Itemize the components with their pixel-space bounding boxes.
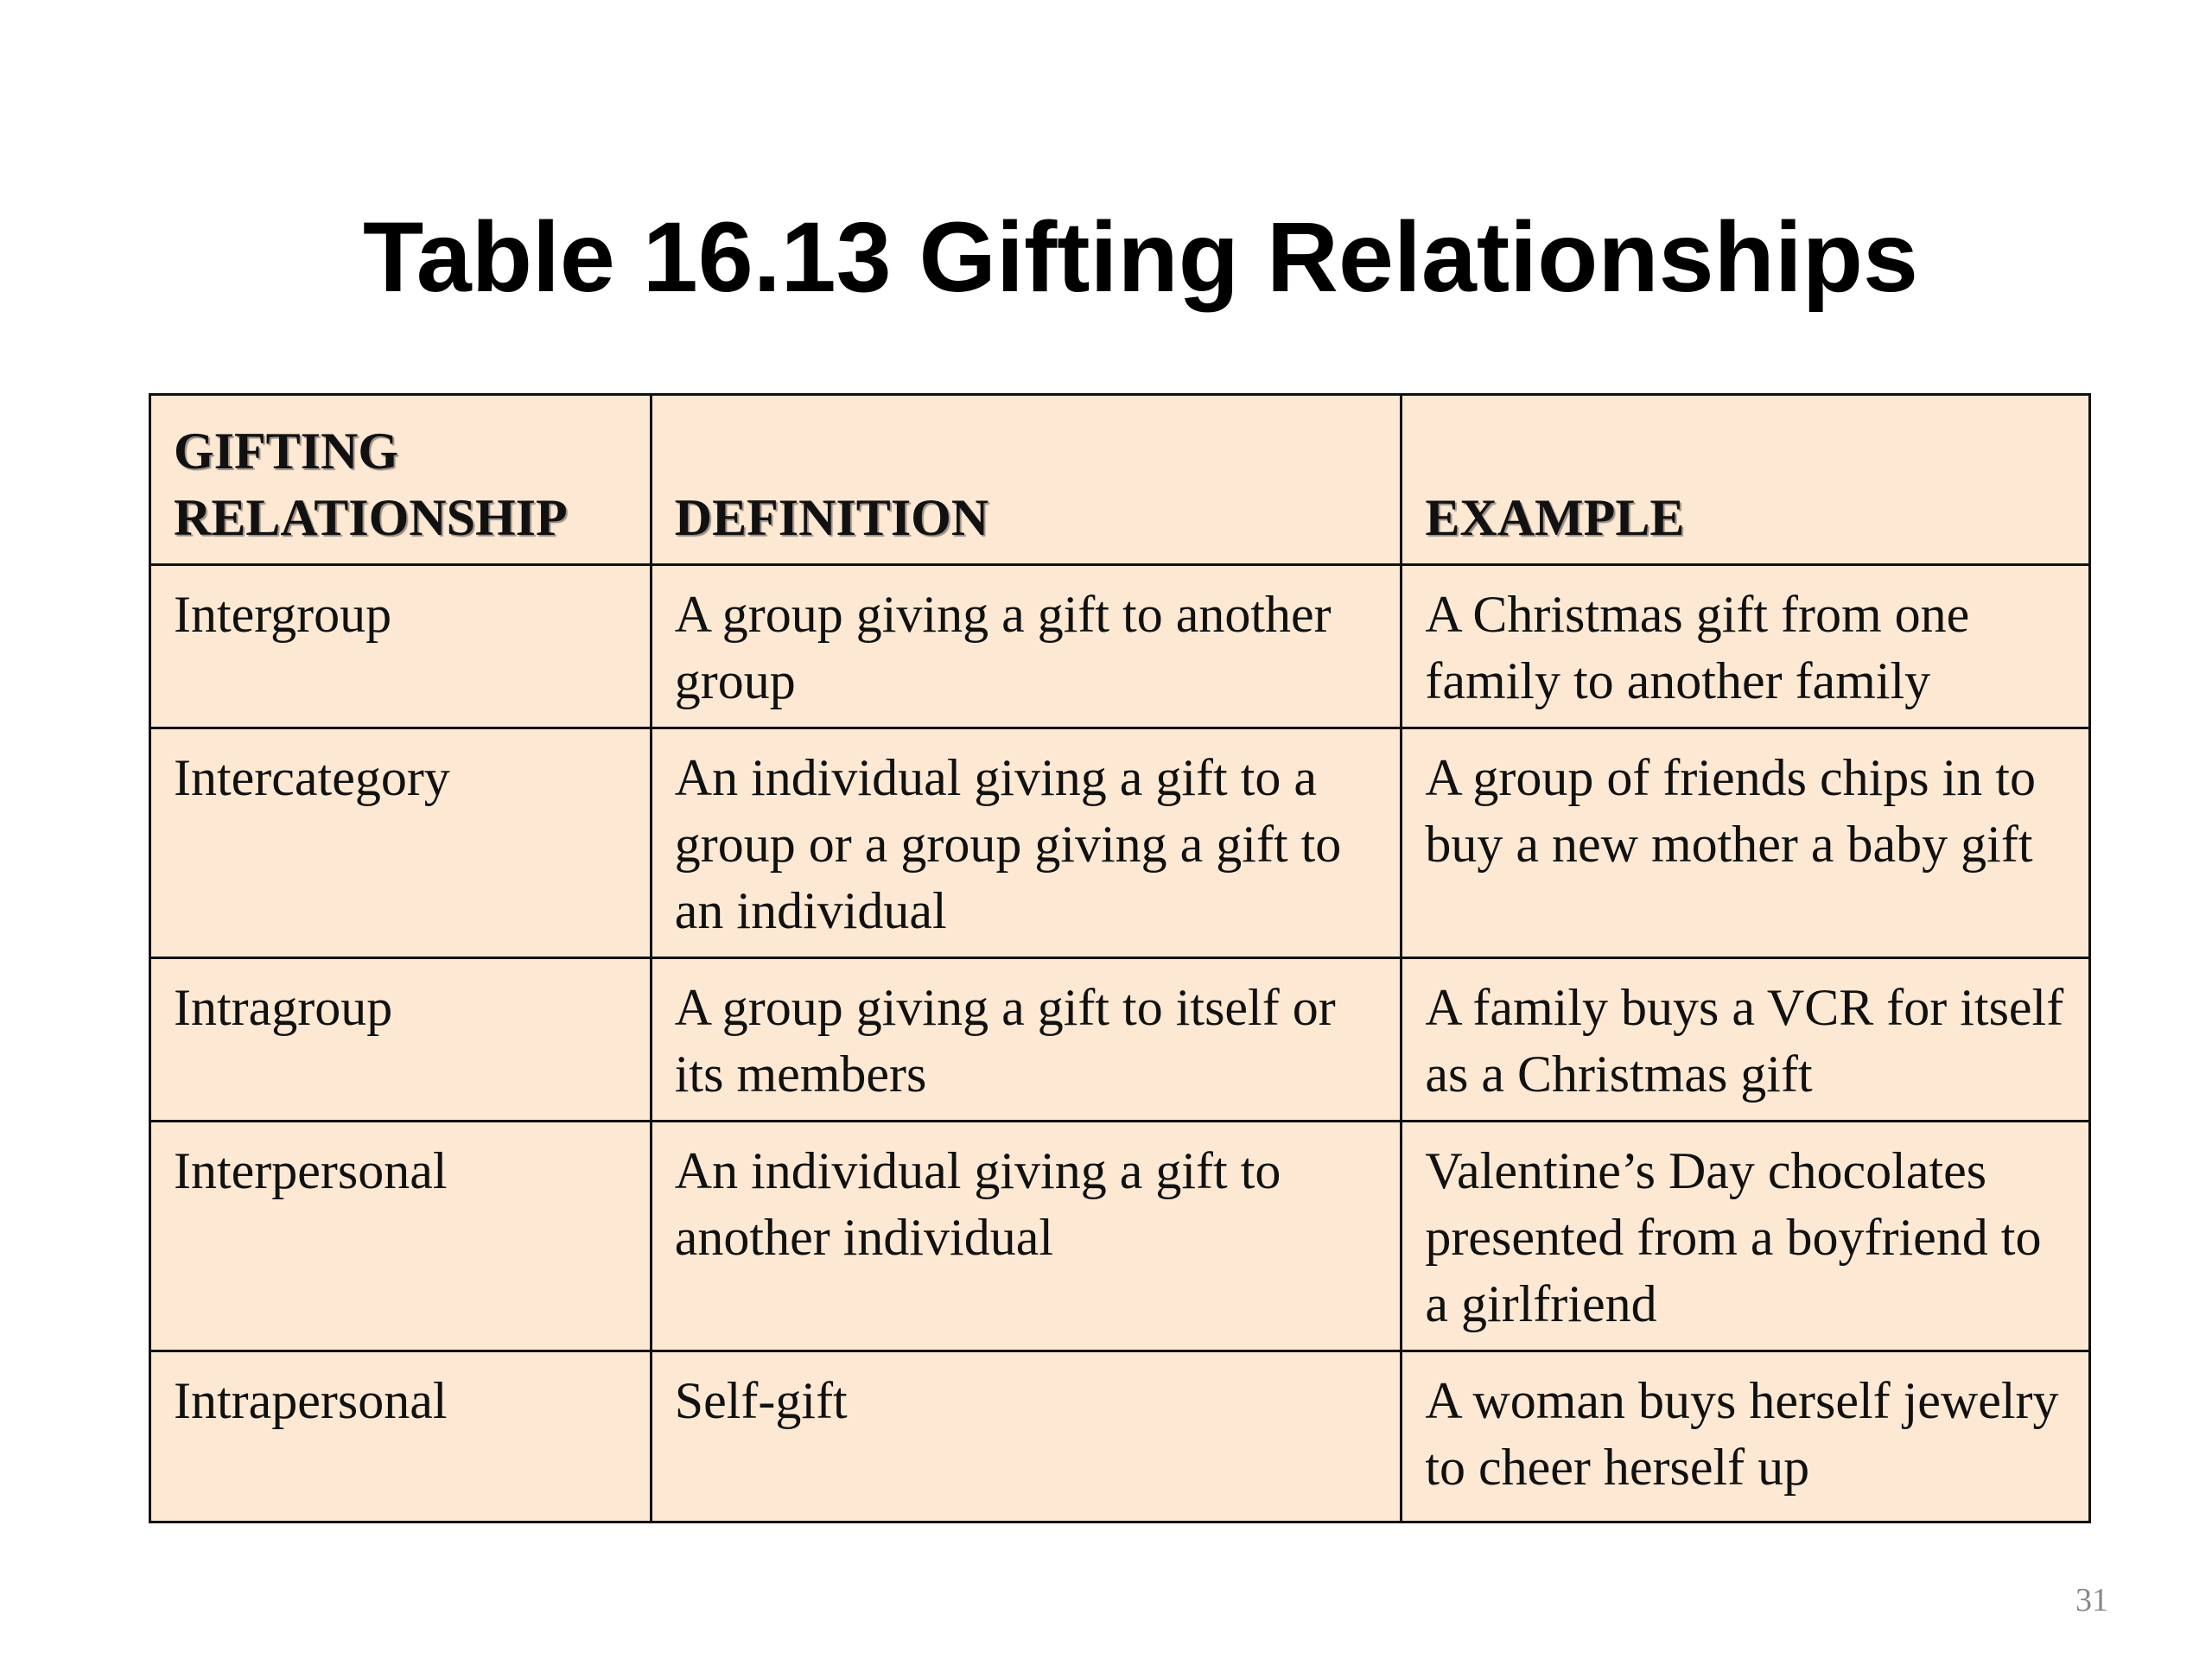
table-header-row	[150, 395, 2090, 565]
cell-definition: A group giving a gift to another group	[651, 565, 1402, 728]
page-number: 31	[2075, 1582, 2108, 1618]
header-relationship-line2: RELATIONSHIP	[174, 489, 568, 546]
header-gifting-relationship	[150, 395, 652, 565]
cell-definition: A group giving a gift to itself or its members	[651, 958, 1402, 1122]
table-row	[150, 958, 2090, 1122]
cell-definition: Self-gift	[651, 1351, 1402, 1522]
cell-example: Valentine’s Day chocolates presented from a boyfriend to a girlfriend	[1402, 1122, 2090, 1351]
table-row	[150, 1122, 2090, 1351]
cell-relationship: Intragroup	[150, 958, 652, 1122]
cell-example: A woman buys herself jewelry to cheer herself up	[1402, 1351, 2090, 1522]
gifting-relationships-table	[149, 393, 2091, 1523]
cell-definition: An individual giving a gift to a group or a group giving a gift to an individual	[651, 728, 1402, 958]
cell-relationship: Intergroup	[150, 565, 652, 728]
header-example: EXAMPLE	[1402, 395, 2090, 565]
header-relationship-line1: GIFTING	[174, 423, 399, 480]
header-definition: DEFINITION	[651, 395, 1402, 565]
table-row	[150, 728, 2090, 958]
cell-example: A family buys a VCR for itself as a Christmas gift	[1402, 958, 2090, 1122]
cell-example: A Christmas gift from one family to another family	[1402, 565, 2090, 728]
cell-relationship: Interpersonal	[150, 1122, 652, 1351]
table-row	[150, 565, 2090, 728]
cell-relationship: Intrapersonal	[150, 1351, 652, 1522]
cell-relationship: Intercategory	[150, 728, 652, 958]
table-row	[150, 1351, 2090, 1522]
cell-definition: An individual giving a gift to another individual	[651, 1122, 1402, 1351]
slide-title: Table 16.13 Gifting Relationships	[363, 202, 1918, 313]
cell-example: A group of friends chips in to buy a new mother a baby gift	[1402, 728, 2090, 958]
